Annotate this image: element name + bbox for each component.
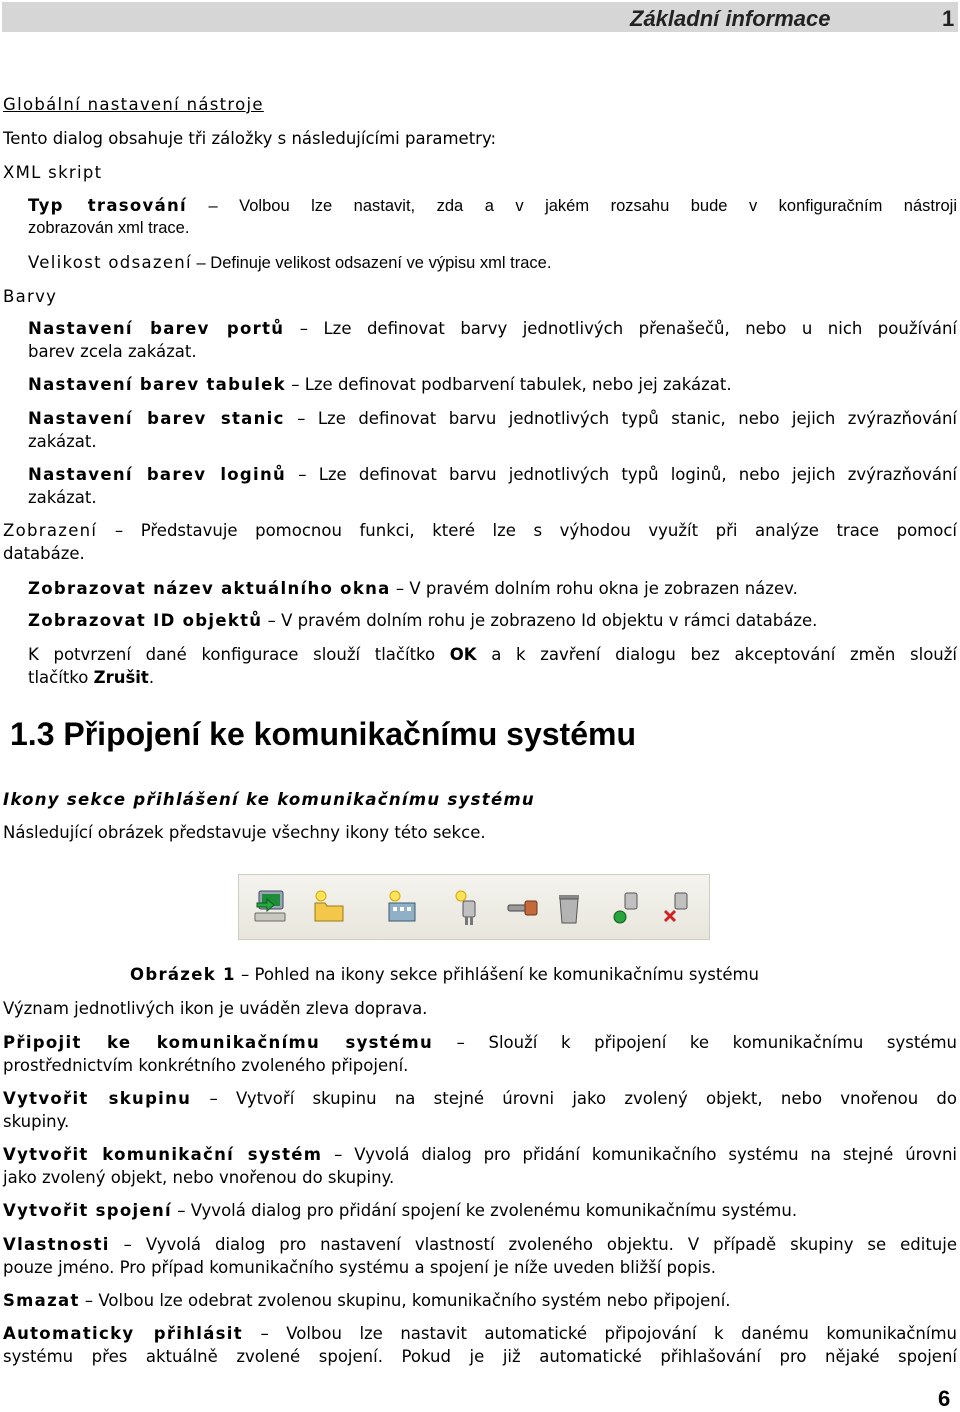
barvy-portu-line xyxy=(28,319,957,338)
barvy-stanic-text: – Lze definovat barvu jednotlivých typů stanic, nebo jejich zvýrazňování xyxy=(284,409,957,428)
auto-text: – Volbou lze nastavit automatické připojování k danému komunikačnímu xyxy=(242,1324,957,1343)
typ-trasovani-term: Typ trasování xyxy=(28,196,188,215)
xml-label: XML skript xyxy=(3,163,103,182)
intro-text: Tento dialog obsahuje tři záložky s následujícími parametry: xyxy=(3,129,497,148)
confirm-text-a: K potvrzení dané konfigurace slouží tlačítko xyxy=(28,645,450,664)
velikost-odsazeni-line xyxy=(28,253,551,273)
skupina-term: Vytvořit skupinu xyxy=(3,1089,192,1108)
confirm-text-b: a k zavření dialogu bez akceptování změn slouží xyxy=(476,645,958,664)
auto-login-off-icon xyxy=(661,887,697,927)
skupina-text: – Vytvoří skupinu na stejné úrovni jako zvolený objekt, nebo vnořenou do xyxy=(191,1089,957,1108)
zobrazeni-line xyxy=(3,521,957,540)
confirm-text-d: . xyxy=(148,668,155,687)
confirm-line xyxy=(28,645,957,664)
zobrazovat-id-term: Zobrazovat ID objektů xyxy=(28,611,263,630)
vlastnosti-term: Vlastnosti xyxy=(3,1235,110,1254)
system-text-2: jako zvolený objekt, nebo vnořenou do skupiny. xyxy=(3,1168,395,1187)
auto-text-2: systému přes aktuálně zvolené spojení. Pokud je již automatické přihlašování pro nějaké spojení xyxy=(3,1347,957,1366)
skupina-text-2: skupiny. xyxy=(3,1112,70,1131)
velikost-odsazeni-text: – Definuje velikost odsazení ve výpisu xml trace. xyxy=(191,254,552,272)
pripojit-text-2: prostřednictvím konkrétního zvoleného připojení. xyxy=(3,1056,409,1075)
ikony-meaning: Význam jednotlivých ikon je uváděn zleva doprava. xyxy=(3,999,428,1018)
ikony-intro: Následující obrázek představuje všechny ikony této sekce. xyxy=(3,823,486,842)
barvy-stanic-text-2: zakázat. xyxy=(28,432,97,451)
delete-icon xyxy=(551,887,587,927)
vlastnosti-text-2: pouze jméno. Pro případ komunikačního systému a spojení je níže uveden bližší popis. xyxy=(3,1258,717,1277)
zobrazovat-id-line xyxy=(28,611,817,630)
barvy-tabulek-line xyxy=(28,375,732,394)
barvy-label: Barvy xyxy=(3,287,58,306)
typ-trasovani-line xyxy=(28,196,957,216)
velikost-odsazeni-term: Velikost odsazení xyxy=(28,253,192,272)
barvy-tabulek-text: – Lze definovat podbarvení tabulek, nebo jej zakázat. xyxy=(285,375,732,394)
barvy-portu-term: Nastavení barev portů xyxy=(28,319,285,338)
confirm-text-c: tlačítko xyxy=(28,668,94,687)
ok-label: OK xyxy=(449,645,477,664)
header-title: Základní informace xyxy=(630,6,831,31)
auto-login-icon xyxy=(611,887,647,927)
typ-trasovani-text-2: zobrazován xml trace. xyxy=(28,219,190,237)
barvy-stanic-term: Nastavení barev stanic xyxy=(28,409,285,428)
properties-icon xyxy=(505,887,541,927)
barvy-loginu-text: – Lze definovat barvu jednotlivých typů loginů, nebo jejich zvýrazňování xyxy=(286,465,957,484)
barvy-loginu-term: Nastavení barev loginů xyxy=(28,465,287,484)
zobrazeni-text-2: databáze. xyxy=(3,544,85,563)
barvy-stanic-line xyxy=(28,409,957,428)
barvy-loginu-text-2: zakázat. xyxy=(28,488,97,507)
pripojit-term: Připojit ke komunikačnímu systému xyxy=(3,1033,434,1052)
system-term: Vytvořit komunikační systém xyxy=(3,1145,323,1164)
barvy-portu-text-2: barev zcela zakázat. xyxy=(28,342,197,361)
pripojit-line xyxy=(3,1033,957,1052)
smazat-text: – Volbou lze odebrat zvolenou skupinu, komunikačního systém nebo připojení. xyxy=(79,1291,731,1310)
typ-trasovani-text: – Volbou lze nastavit, zda a v jakém rozsahu bude v konfiguračním nástroji xyxy=(187,197,957,215)
connect-icon xyxy=(253,887,289,927)
confirm-line-2 xyxy=(28,668,154,687)
smazat-term: Smazat xyxy=(3,1291,80,1310)
auto-line xyxy=(3,1324,957,1343)
ikony-heading: Ikony sekce přihlášení ke komunikačnímu systému xyxy=(3,790,535,809)
zobrazeni-text: – Představuje pomocnou funkci, které lze s výhodou využít při analýze trace pomocí xyxy=(97,521,957,540)
smazat-line xyxy=(3,1291,731,1310)
system-line xyxy=(3,1145,957,1164)
figure-caption-label: Obrázek 1 xyxy=(130,965,236,984)
zobrazovat-nazev-line xyxy=(28,579,798,598)
barvy-loginu-line xyxy=(28,465,957,484)
section-heading: Globální nastavení nástroje xyxy=(3,95,264,114)
auto-term: Automaticky přihlásit xyxy=(3,1324,243,1343)
zobrazeni-term: Zobrazení xyxy=(3,521,98,540)
page-number: 6 xyxy=(938,1386,951,1411)
zrusit-label: Zrušit xyxy=(93,668,149,687)
new-system-icon xyxy=(385,887,421,927)
spojeni-term: Vytvořit spojení xyxy=(3,1201,172,1220)
barvy-tabulek-term: Nastavení barev tabulek xyxy=(28,375,286,394)
barvy-portu-text: – Lze definovat barvy jednotlivých přenašečů, nebo u nich používání xyxy=(284,319,957,338)
section-title: 1.3 Připojení ke komunikačnímu systému xyxy=(10,716,636,752)
figure-caption-text: – Pohled na ikony sekce přihlášení ke komunikačnímu systému xyxy=(235,965,760,984)
icon-toolbar-figure xyxy=(238,874,710,940)
header-chapter-number: 1 xyxy=(942,6,955,31)
figure-caption xyxy=(130,965,759,984)
zobrazovat-nazev-text: – V pravém dolním rohu okna je zobrazen název. xyxy=(390,579,798,598)
spojeni-text: – Vyvolá dialog pro přidání spojení ke zvolenému komunikačnímu systému. xyxy=(171,1201,798,1220)
skupina-line xyxy=(3,1089,957,1108)
pripojit-text: – Slouží k připojení ke komunikačnímu systému xyxy=(433,1033,957,1052)
zobrazovat-nazev-term: Zobrazovat název aktuálního okna xyxy=(28,579,391,598)
zobrazovat-id-text: – V pravém dolním rohu je zobrazeno Id objektu v rámci databáze. xyxy=(262,611,818,630)
page-header xyxy=(2,2,958,32)
new-connection-icon xyxy=(451,887,487,927)
system-text: – Vyvolá dialog pro přidání komunikačního systému na stejné úrovni xyxy=(322,1145,957,1164)
spojeni-line xyxy=(3,1201,797,1220)
vlastnosti-text: – Vyvolá dialog pro nastavení vlastností zvoleného objektu. V případě skupiny se edituje xyxy=(109,1235,957,1254)
new-group-icon xyxy=(311,887,347,927)
vlastnosti-line xyxy=(3,1235,957,1254)
